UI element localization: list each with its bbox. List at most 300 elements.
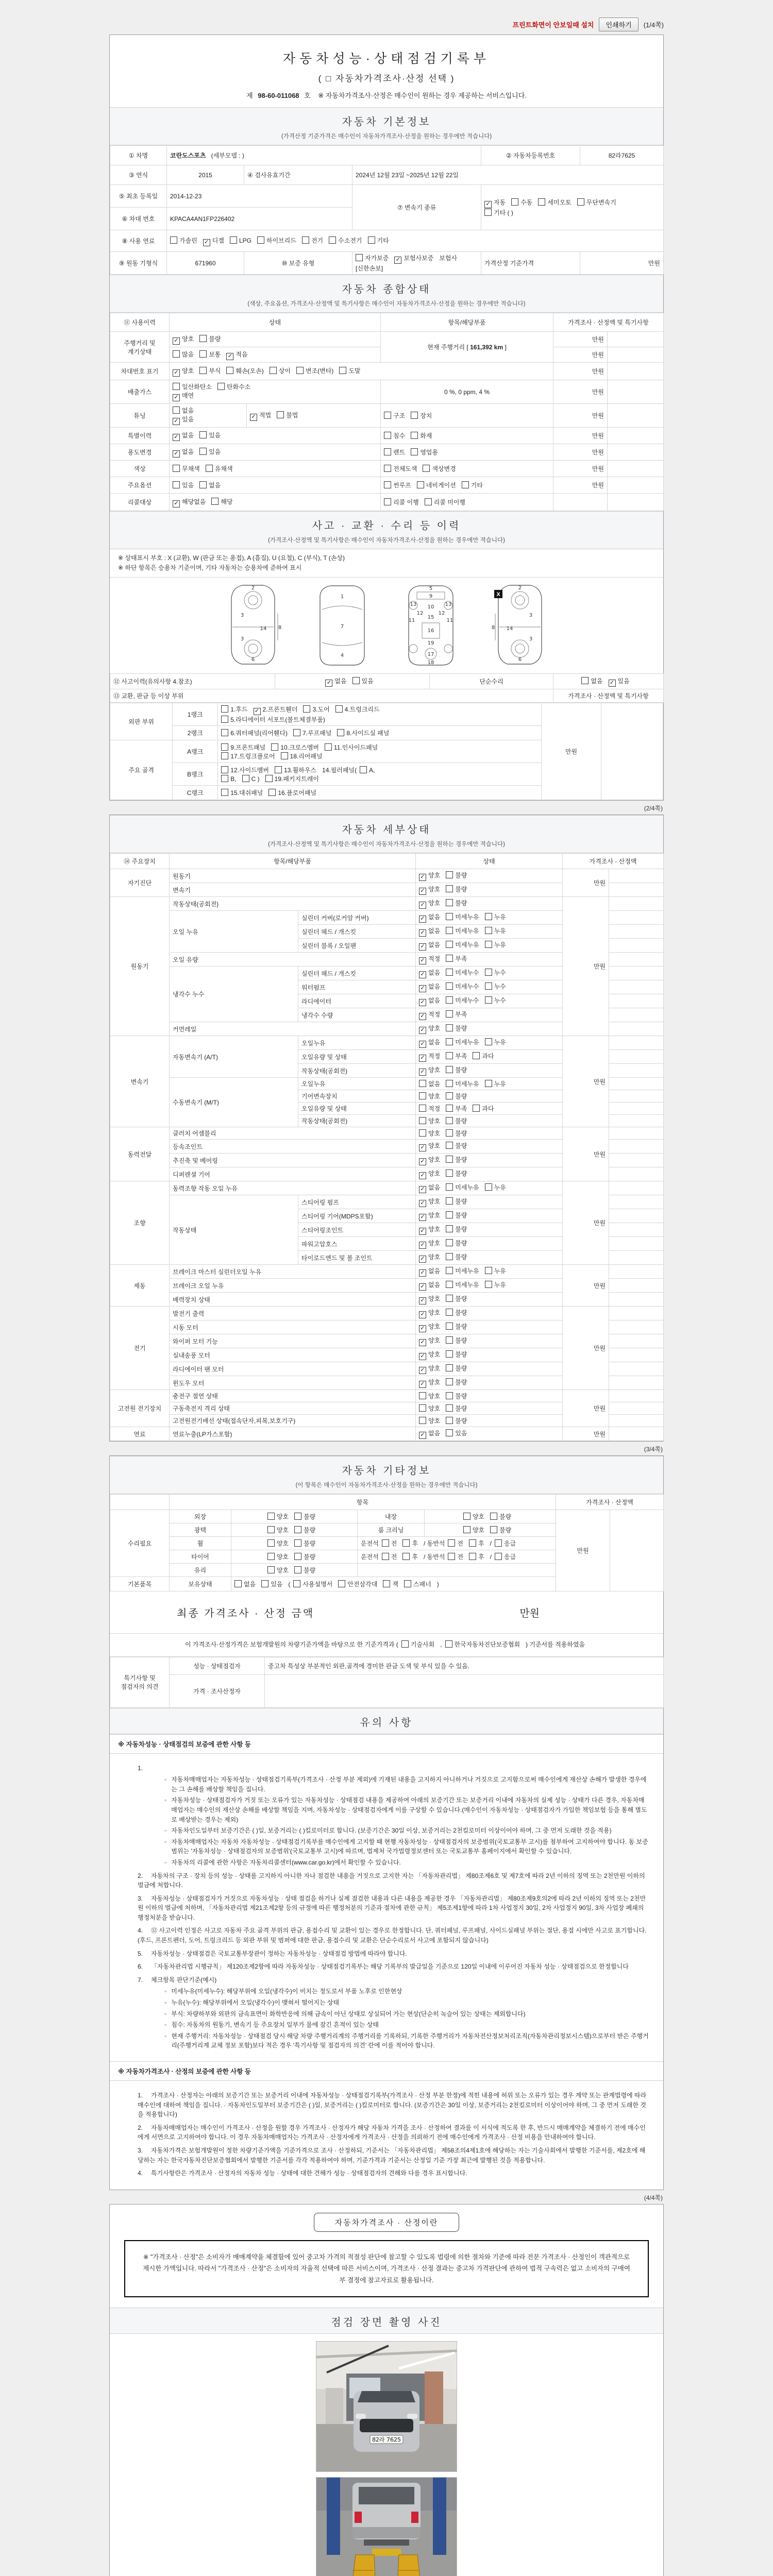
checkbox-box[interactable] — [419, 1214, 426, 1221]
checkbox[interactable]: 도말 — [339, 367, 360, 375]
checkbox[interactable]: 불량 — [446, 1130, 467, 1137]
checkbox-box[interactable] — [446, 1024, 453, 1031]
checkbox[interactable]: 불량 — [490, 1527, 511, 1534]
checkbox-box[interactable] — [577, 198, 584, 206]
checkbox-box[interactable] — [221, 766, 228, 773]
checkbox-box[interactable] — [419, 1041, 426, 1048]
checkbox-box[interactable] — [270, 367, 277, 374]
checkbox-box[interactable] — [446, 1225, 453, 1232]
checkbox-box[interactable] — [384, 448, 391, 455]
checkbox-box[interactable] — [302, 236, 309, 244]
checkbox-box[interactable] — [173, 337, 180, 345]
checkbox-box[interactable] — [419, 1105, 426, 1112]
checkbox-box[interactable] — [473, 1105, 480, 1112]
checkbox-box[interactable] — [352, 677, 360, 684]
checkbox-box[interactable] — [495, 1553, 502, 1560]
checkbox[interactable]: 기술사회 — [401, 1641, 434, 1648]
checkbox[interactable]: 1.후드 — [221, 706, 247, 713]
checkbox[interactable]: 누수 — [485, 997, 506, 1004]
checkbox[interactable]: 9.프론트패널 — [221, 744, 265, 751]
checkbox-box[interactable] — [401, 1640, 409, 1648]
checkbox-box[interactable] — [337, 729, 344, 736]
checkbox[interactable]: 4.트렁크리드 — [335, 706, 380, 713]
checkbox-box[interactable] — [446, 1052, 453, 1059]
checkbox[interactable]: 불법 — [277, 412, 298, 419]
checkbox-box[interactable] — [382, 1553, 389, 1560]
checkbox-box[interactable] — [419, 888, 426, 895]
checkbox[interactable]: 누유 — [485, 927, 506, 935]
checkbox[interactable]: 13.휠하우스 — [275, 767, 316, 774]
checkbox-checked[interactable]: ✓ 양호 — [419, 1156, 440, 1163]
checkbox[interactable]: 미세누유 — [446, 1184, 479, 1191]
checkbox[interactable]: 미세누유 — [446, 1080, 479, 1088]
checkbox-box[interactable] — [446, 1142, 453, 1149]
checkbox[interactable]: 불량 — [446, 1117, 467, 1125]
checkbox[interactable]: 기타 — [368, 237, 389, 244]
checkbox-box[interactable] — [419, 1392, 426, 1399]
checkbox[interactable]: 변조(변타) — [296, 367, 333, 375]
checkbox-checked[interactable]: ✓ 있음 — [609, 677, 630, 685]
checkbox[interactable]: 있음 — [199, 432, 221, 439]
checkbox-box[interactable] — [254, 708, 261, 715]
checkbox[interactable]: 없음 — [234, 1581, 256, 1588]
checkbox[interactable]: 불량 — [446, 1351, 467, 1358]
checkbox-box[interactable] — [296, 367, 304, 374]
checkbox-box[interactable] — [485, 1080, 492, 1087]
checkbox[interactable]: 불량 — [490, 1513, 511, 1520]
checkbox[interactable]: 부족 — [446, 955, 467, 962]
checkbox-box[interactable] — [419, 1256, 426, 1263]
checkbox-checked[interactable]: ✓ 없음 — [419, 1430, 440, 1437]
checkbox-checked[interactable]: ✓ 양호 — [419, 886, 440, 893]
checkbox-box[interactable] — [419, 1325, 426, 1332]
checkbox[interactable]: 있음 — [352, 677, 374, 685]
checkbox-box[interactable] — [446, 927, 453, 934]
checkbox-box[interactable] — [419, 957, 426, 964]
checkbox-box[interactable] — [445, 1640, 452, 1648]
checkbox-box[interactable] — [419, 985, 426, 992]
checkbox[interactable]: 양호 — [267, 1567, 289, 1574]
checkbox-box[interactable] — [411, 412, 418, 419]
checkbox-box[interactable] — [419, 1144, 426, 1151]
checkbox[interactable]: 썬루프 — [384, 482, 411, 489]
checkbox-box[interactable] — [173, 369, 180, 377]
checkbox-box[interactable] — [446, 941, 453, 948]
checkbox[interactable]: 미세누유 — [446, 913, 479, 921]
checkbox-checked[interactable]: ✓ 적음 — [226, 351, 247, 358]
checkbox-box[interactable] — [356, 254, 363, 261]
checkbox[interactable]: A, — [360, 767, 375, 774]
checkbox-box[interactable] — [446, 1105, 453, 1112]
checkbox[interactable]: 불량 — [294, 1513, 315, 1520]
checkbox-box[interactable] — [490, 1513, 497, 1520]
checkbox-box[interactable] — [221, 752, 228, 759]
checkbox[interactable]: 양호 — [267, 1513, 289, 1520]
checkbox[interactable]: 해당 — [211, 498, 232, 505]
checkbox[interactable]: 불량 — [446, 1253, 467, 1261]
checkbox-box[interactable] — [199, 350, 207, 358]
checkbox[interactable]: 불량 — [446, 1025, 467, 1032]
checkbox-box[interactable] — [325, 680, 332, 687]
checkbox-box[interactable] — [329, 236, 336, 244]
checkbox-box[interactable] — [221, 743, 228, 751]
checkbox[interactable]: 불량 — [294, 1553, 315, 1561]
checkbox-box[interactable] — [173, 350, 180, 358]
checkbox[interactable]: 불량 — [446, 1337, 467, 1344]
checkbox[interactable]: 불량 — [446, 1323, 467, 1330]
checkbox-box[interactable] — [417, 481, 424, 488]
checkbox-box[interactable] — [446, 1281, 453, 1288]
checkbox-box[interactable] — [221, 775, 228, 782]
checkbox-box[interactable] — [469, 1539, 476, 1547]
checkbox-box[interactable] — [293, 1580, 300, 1587]
checkbox-box[interactable] — [419, 1027, 426, 1034]
checkbox-checked[interactable]: ✓ 양호 — [419, 1198, 440, 1205]
checkbox[interactable]: 응급 — [495, 1540, 516, 1547]
checkbox-box[interactable] — [446, 1429, 453, 1436]
checkbox-box[interactable] — [293, 729, 300, 736]
checkbox-box[interactable] — [411, 432, 418, 439]
checkbox-box[interactable] — [419, 1311, 426, 1318]
checkbox-box[interactable] — [446, 1323, 453, 1330]
checkbox-box[interactable] — [446, 1092, 453, 1099]
checkbox-box[interactable] — [419, 1092, 426, 1099]
checkbox[interactable]: 전 — [448, 1553, 463, 1561]
checkbox-box[interactable] — [221, 729, 228, 736]
checkbox[interactable]: 화재 — [411, 432, 432, 439]
checkbox[interactable]: 있음 — [199, 448, 221, 455]
checkbox-box[interactable] — [446, 1309, 453, 1316]
checkbox-box[interactable] — [446, 1197, 453, 1205]
checkbox[interactable]: 불량 — [446, 1198, 467, 1205]
checkbox-checked[interactable]: ✓ 없음 — [419, 913, 440, 921]
checkbox-box[interactable] — [384, 481, 391, 488]
checkbox[interactable]: 불량 — [446, 1365, 467, 1372]
checkbox-box[interactable] — [275, 766, 282, 773]
checkbox-box[interactable] — [265, 775, 273, 782]
checkbox-box[interactable] — [419, 1381, 426, 1388]
checkbox-box[interactable] — [383, 1580, 390, 1587]
checkbox-box[interactable] — [495, 1539, 502, 1547]
checkbox[interactable]: 과다 — [473, 1105, 494, 1112]
checkbox-box[interactable] — [469, 1553, 476, 1560]
checkbox-checked[interactable]: ✓ 없음 — [419, 969, 440, 976]
checkbox-box[interactable] — [485, 1267, 492, 1274]
checkbox[interactable]: 미세누수 — [446, 997, 479, 1004]
checkbox-checked[interactable]: ✓ 없음 — [325, 677, 346, 685]
checkbox[interactable]: 무단변속기 — [577, 199, 616, 206]
checkbox-box[interactable] — [446, 1350, 453, 1358]
checkbox[interactable]: 3.도어 — [303, 706, 329, 713]
checkbox-box[interactable] — [446, 1417, 453, 1424]
checkbox-box[interactable] — [448, 1539, 455, 1547]
checkbox[interactable]: 7.루프패널 — [293, 730, 331, 737]
checkbox-box[interactable] — [368, 236, 375, 244]
checkbox-box[interactable] — [485, 927, 492, 934]
checkbox-box[interactable] — [485, 1183, 492, 1191]
checkbox-checked[interactable]: ✓양호 — [173, 335, 194, 343]
checkbox-box[interactable] — [261, 1580, 268, 1587]
checkbox[interactable]: 전 — [382, 1553, 397, 1561]
checkbox-checked[interactable]: ✓ 없음 — [419, 1184, 440, 1191]
checkbox[interactable]: 무채색 — [173, 465, 200, 472]
checkbox[interactable]: 리콜 이행 — [384, 499, 419, 506]
checkbox[interactable]: 색상변경 — [423, 465, 456, 472]
checkbox[interactable]: 불량 — [446, 1405, 467, 1412]
checkbox-box[interactable] — [173, 450, 180, 457]
checkbox[interactable]: 없음 — [199, 482, 221, 489]
checkbox-box[interactable] — [446, 1404, 453, 1412]
checkbox[interactable]: 불량 — [446, 872, 467, 879]
checkbox[interactable]: 5.라디에이터 서포트(볼트체결부품) — [221, 716, 325, 723]
checkbox-box[interactable] — [446, 1038, 453, 1045]
checkbox-box[interactable] — [173, 383, 180, 390]
checkbox[interactable]: 후 — [402, 1540, 418, 1547]
checkbox-box[interactable] — [485, 941, 492, 948]
checkbox-box[interactable] — [419, 902, 426, 909]
checkbox-checked[interactable]: ✓ 없음 — [419, 927, 440, 935]
checkbox[interactable]: 불량 — [446, 1240, 467, 1247]
checkbox-checked[interactable]: ✓ 양호 — [419, 1170, 440, 1177]
checkbox[interactable]: 상이 — [270, 367, 291, 375]
checkbox-box[interactable] — [402, 1553, 410, 1560]
checkbox[interactable]: 영업용 — [411, 449, 438, 456]
checkbox-box[interactable] — [226, 367, 233, 374]
checkbox-box[interactable] — [446, 1253, 453, 1260]
checkbox[interactable]: 누유 — [485, 1267, 506, 1275]
checkbox-box[interactable] — [446, 1239, 453, 1246]
checkbox-checked[interactable]: ✓ 양호 — [419, 1379, 440, 1386]
checkbox-box[interactable] — [446, 1267, 453, 1274]
checkbox-box[interactable] — [446, 996, 453, 1004]
checkbox[interactable]: 있음 — [173, 482, 194, 489]
checkbox-box[interactable] — [384, 465, 391, 472]
checkbox[interactable]: 미세누수 — [446, 969, 479, 976]
checkbox[interactable]: 18.리어패널 — [281, 753, 323, 760]
checkbox-box[interactable] — [419, 1013, 426, 1020]
checkbox[interactable]: 미세누유 — [446, 927, 479, 935]
checkbox-box[interactable] — [511, 198, 518, 206]
checkbox-box[interactable] — [206, 465, 213, 472]
checkbox-checked[interactable]: ✓ 양호 — [419, 1240, 440, 1247]
checkbox[interactable]: 렌트 — [384, 449, 405, 456]
checkbox-box[interactable] — [221, 789, 228, 796]
checkbox[interactable]: 불량 — [294, 1540, 315, 1547]
checkbox-checked[interactable]: ✓매연 — [173, 392, 194, 399]
checkbox-box[interactable] — [419, 1172, 426, 1179]
checkbox[interactable]: 수동 — [511, 199, 532, 206]
checkbox-box[interactable] — [419, 999, 426, 1006]
checkbox-box[interactable] — [267, 1539, 275, 1547]
checkbox-checked[interactable]: ✓ 양호 — [419, 1309, 440, 1316]
checkbox-box[interactable] — [268, 789, 276, 796]
checkbox-box[interactable] — [267, 1553, 275, 1560]
checkbox-checked[interactable]: ✓ 양호 — [173, 367, 194, 375]
checkbox-checked[interactable]: ✓ 없음 — [173, 448, 194, 455]
checkbox-box[interactable] — [335, 705, 343, 713]
checkbox-box[interactable] — [419, 874, 426, 881]
checkbox-checked[interactable]: ✓자동 — [484, 199, 506, 206]
checkbox-box[interactable] — [485, 1281, 492, 1288]
checkbox-box[interactable] — [199, 481, 207, 488]
checkbox[interactable]: 없음 — [173, 407, 194, 414]
checkbox[interactable]: 리콜 미이행 — [425, 499, 465, 506]
checkbox-box[interactable] — [394, 257, 401, 264]
checkbox-box[interactable] — [419, 1055, 426, 1062]
checkbox-box[interactable] — [419, 943, 426, 951]
checkbox-checked[interactable]: ✓ 양호 — [419, 1212, 440, 1219]
checkbox[interactable]: 양호 — [267, 1540, 289, 1547]
checkbox[interactable]: 전 — [382, 1540, 397, 1547]
checkbox-box[interactable] — [484, 201, 492, 208]
checkbox-box[interactable] — [419, 1129, 426, 1137]
checkbox[interactable]: 양호 — [463, 1527, 484, 1534]
checkbox-box[interactable] — [446, 1156, 453, 1163]
checkbox-box[interactable] — [485, 982, 492, 990]
checkbox-box[interactable] — [234, 1580, 242, 1587]
checkbox[interactable]: 양호 — [419, 1130, 440, 1137]
checkbox-box[interactable] — [485, 969, 492, 976]
checkbox-box[interactable] — [173, 394, 180, 401]
checkbox-checked[interactable]: ✓ 양호 — [419, 1142, 440, 1149]
checkbox-box[interactable] — [419, 1228, 426, 1235]
checkbox-box[interactable] — [294, 1553, 301, 1560]
checkbox-box[interactable] — [446, 1117, 453, 1124]
checkbox[interactable]: 가솔린 — [170, 237, 197, 244]
checkbox-box[interactable] — [384, 432, 391, 439]
checkbox-box[interactable] — [446, 982, 453, 990]
checkbox-box[interactable] — [446, 1066, 453, 1073]
checkbox-box[interactable] — [203, 239, 210, 246]
checkbox-checked[interactable]: ✓ 양호 — [419, 1337, 440, 1344]
checkbox-checked[interactable]: ✓ 양호 — [419, 1295, 440, 1302]
checkbox[interactable]: 일산화탄소 — [173, 383, 212, 391]
checkbox[interactable]: 많음 — [173, 351, 194, 358]
checkbox-box[interactable] — [446, 1080, 453, 1087]
checkbox-box[interactable] — [411, 448, 418, 455]
checkbox[interactable]: 양호 — [463, 1513, 484, 1520]
checkbox-box[interactable] — [473, 1052, 480, 1059]
checkbox-checked[interactable]: ✓ 적정 — [419, 1053, 440, 1060]
checkbox-box[interactable] — [404, 1580, 411, 1587]
print-button[interactable]: 인쇄하기 — [599, 18, 638, 31]
checkbox[interactable]: 불량 — [446, 1066, 467, 1074]
checkbox[interactable]: 구조 — [384, 412, 405, 419]
checkbox-box[interactable] — [538, 198, 545, 206]
checkbox-box[interactable] — [485, 913, 492, 920]
checkbox[interactable]: 기타 — [462, 482, 483, 489]
checkbox[interactable]: 누유 — [485, 941, 506, 948]
checkbox[interactable]: 적정 — [419, 1105, 440, 1112]
checkbox[interactable]: 6.쿼터패널(리어휀다) — [221, 730, 288, 737]
checkbox-box[interactable] — [360, 766, 367, 773]
checkbox-box[interactable] — [446, 1211, 453, 1218]
checkbox[interactable]: 후 — [469, 1540, 484, 1547]
checkbox-box[interactable] — [281, 752, 288, 759]
checkbox-box[interactable] — [581, 677, 589, 684]
checkbox[interactable]: 사용설명서 — [293, 1581, 332, 1588]
checkbox-box[interactable] — [446, 1295, 453, 1302]
checkbox-box[interactable] — [490, 1526, 497, 1533]
checkbox-box[interactable] — [338, 1580, 345, 1587]
checkbox-checked[interactable]: ✓있음 — [173, 416, 194, 423]
checkbox-box[interactable] — [170, 236, 177, 244]
checkbox[interactable]: 있음 — [446, 1430, 467, 1437]
checkbox-checked[interactable]: ✓ 없음 — [419, 1267, 440, 1275]
checkbox[interactable]: 후 — [469, 1553, 484, 1561]
checkbox-box[interactable] — [382, 1539, 389, 1547]
checkbox[interactable]: 불량 — [446, 1142, 467, 1149]
checkbox-checked[interactable]: ✓ 디젤 — [203, 237, 224, 244]
checkbox-box[interactable] — [199, 448, 207, 455]
checkbox-box[interactable] — [419, 1158, 426, 1165]
checkbox-box[interactable] — [221, 705, 228, 713]
checkbox[interactable]: 누유 — [485, 913, 506, 921]
checkbox[interactable]: 자가보증 — [356, 255, 389, 262]
checkbox-box[interactable] — [419, 1367, 426, 1374]
checkbox[interactable]: 장치 — [411, 412, 432, 419]
checkbox-box[interactable] — [267, 1526, 275, 1533]
checkbox-box[interactable] — [242, 775, 249, 782]
checkbox-box[interactable] — [419, 1080, 426, 1087]
checkbox[interactable]: 양호 — [419, 1117, 440, 1125]
checkbox[interactable]: 보통 — [199, 351, 221, 358]
checkbox[interactable]: 부족 — [446, 1053, 467, 1060]
checkbox-checked[interactable]: ✓ 양호 — [419, 1226, 440, 1233]
checkbox[interactable]: 19.패키지트레이 — [265, 775, 319, 783]
checkbox-box[interactable] — [419, 1283, 426, 1291]
checkbox-box[interactable] — [446, 1010, 453, 1018]
checkbox[interactable]: 기타 ( ) — [484, 209, 513, 216]
checkbox[interactable]: 양호 — [419, 1405, 440, 1412]
checkbox-box[interactable] — [294, 1566, 301, 1573]
checkbox-box[interactable] — [217, 383, 225, 390]
checkbox[interactable]: 불량 — [199, 335, 221, 343]
checkbox-box[interactable] — [446, 913, 453, 920]
checkbox-box[interactable] — [446, 899, 453, 906]
checkbox-box[interactable] — [271, 743, 278, 751]
checkbox[interactable]: 불량 — [446, 1212, 467, 1219]
checkbox-box[interactable] — [463, 1513, 470, 1520]
checkbox[interactable]: 하이브리드 — [257, 237, 296, 244]
checkbox-box[interactable] — [294, 1526, 301, 1533]
checkbox-checked[interactable]: ✓ 보험사보증 — [394, 255, 433, 262]
checkbox-box[interactable] — [446, 871, 453, 878]
checkbox[interactable]: 미세누유 — [446, 1267, 479, 1275]
checkbox-checked[interactable]: ✓ 없음 — [419, 941, 440, 948]
checkbox[interactable]: 8.사이드실 패널 — [337, 730, 389, 737]
checkbox-box[interactable] — [384, 412, 391, 419]
checkbox[interactable]: 과다 — [473, 1053, 494, 1060]
checkbox[interactable]: 응급 — [495, 1553, 516, 1561]
checkbox-box[interactable] — [211, 498, 219, 505]
checkbox-box[interactable] — [419, 1297, 426, 1304]
checkbox-box[interactable] — [419, 971, 426, 978]
checkbox-checked[interactable]: ✓ 없음 — [419, 1039, 440, 1046]
checkbox-box[interactable] — [199, 335, 207, 342]
checkbox-checked[interactable]: ✓ 적정 — [419, 1011, 440, 1018]
checkbox-checked[interactable]: ✓ 없음 — [419, 983, 440, 990]
checkbox-box[interactable] — [446, 1183, 453, 1191]
checkbox-box[interactable] — [609, 680, 616, 687]
checkbox-box[interactable] — [267, 1513, 275, 1520]
checkbox-box[interactable] — [419, 929, 426, 937]
checkbox-box[interactable] — [419, 1200, 426, 1207]
checkbox[interactable]: 수소전기 — [329, 237, 362, 244]
checkbox[interactable]: 전체도색 — [384, 465, 417, 472]
checkbox-box[interactable] — [419, 1432, 426, 1439]
checkbox-box[interactable] — [173, 418, 180, 425]
